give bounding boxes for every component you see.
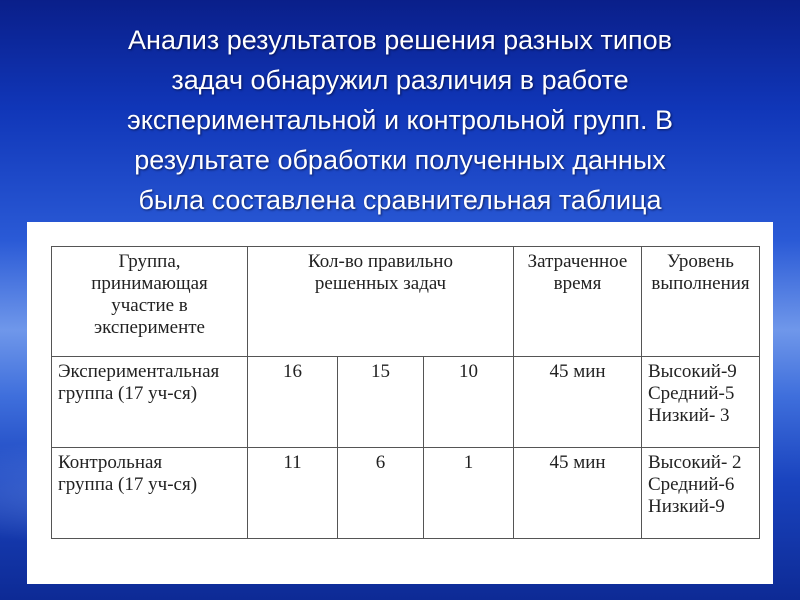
value-cell: 16: [248, 357, 338, 448]
header-text: принимающая: [91, 273, 208, 294]
level-cell: [642, 357, 760, 448]
table-panel: [27, 222, 773, 584]
level-text: Высокий-9: [648, 361, 737, 382]
title-line: задач обнаружил различия в работе: [171, 65, 629, 95]
level-text: Низкий- 3: [648, 405, 730, 426]
level-cell: [642, 448, 760, 539]
value-cell: 11: [248, 448, 338, 539]
header-correct: [248, 247, 514, 357]
title-line: экспериментальной и контрольной групп. В: [126, 105, 674, 135]
title-line: Анализ результатов решения разных типов: [128, 25, 672, 55]
time-cell: 45 мин: [514, 357, 642, 448]
group-text: Контрольная: [58, 452, 163, 473]
header-text: время: [553, 273, 602, 294]
header-text: Кол-во правильно: [308, 251, 453, 272]
header-text: Затраченное: [527, 251, 628, 272]
header-text: Уровень: [667, 251, 734, 272]
group-text: Экспериментальная: [58, 361, 220, 382]
level-text: Средний-5: [648, 383, 735, 404]
header-level: [642, 247, 760, 357]
table-header-row: [52, 247, 760, 357]
group-cell: [52, 448, 248, 539]
value-cell: 6: [338, 448, 424, 539]
header-text: решенных задач: [314, 273, 447, 294]
title-line: была составлена сравнительная таблица: [138, 185, 662, 215]
group-text: группа (17 уч-ся): [58, 474, 198, 495]
group-cell: [52, 357, 248, 448]
level-text: Средний-6: [648, 474, 735, 495]
header-text: эксперименте: [94, 317, 205, 338]
comparison-table: [51, 246, 760, 539]
table-row: [52, 357, 760, 448]
header-text: Группа,: [118, 251, 181, 272]
header-group: [52, 247, 248, 357]
group-text: группа (17 уч-ся): [58, 383, 198, 404]
slide-title: [20, 20, 780, 220]
value-cell: 10: [424, 357, 514, 448]
value-cell: 1: [424, 448, 514, 539]
time-cell: 45 мин: [514, 448, 642, 539]
title-line: результате обработки полученных данных: [134, 145, 666, 175]
value-cell: 15: [338, 357, 424, 448]
level-text: Низкий-9: [648, 496, 725, 517]
table-row: [52, 448, 760, 539]
header-time: [514, 247, 642, 357]
header-text: участие в: [111, 295, 188, 316]
level-text: Высокий- 2: [648, 452, 742, 473]
header-text: выполнения: [651, 273, 750, 294]
